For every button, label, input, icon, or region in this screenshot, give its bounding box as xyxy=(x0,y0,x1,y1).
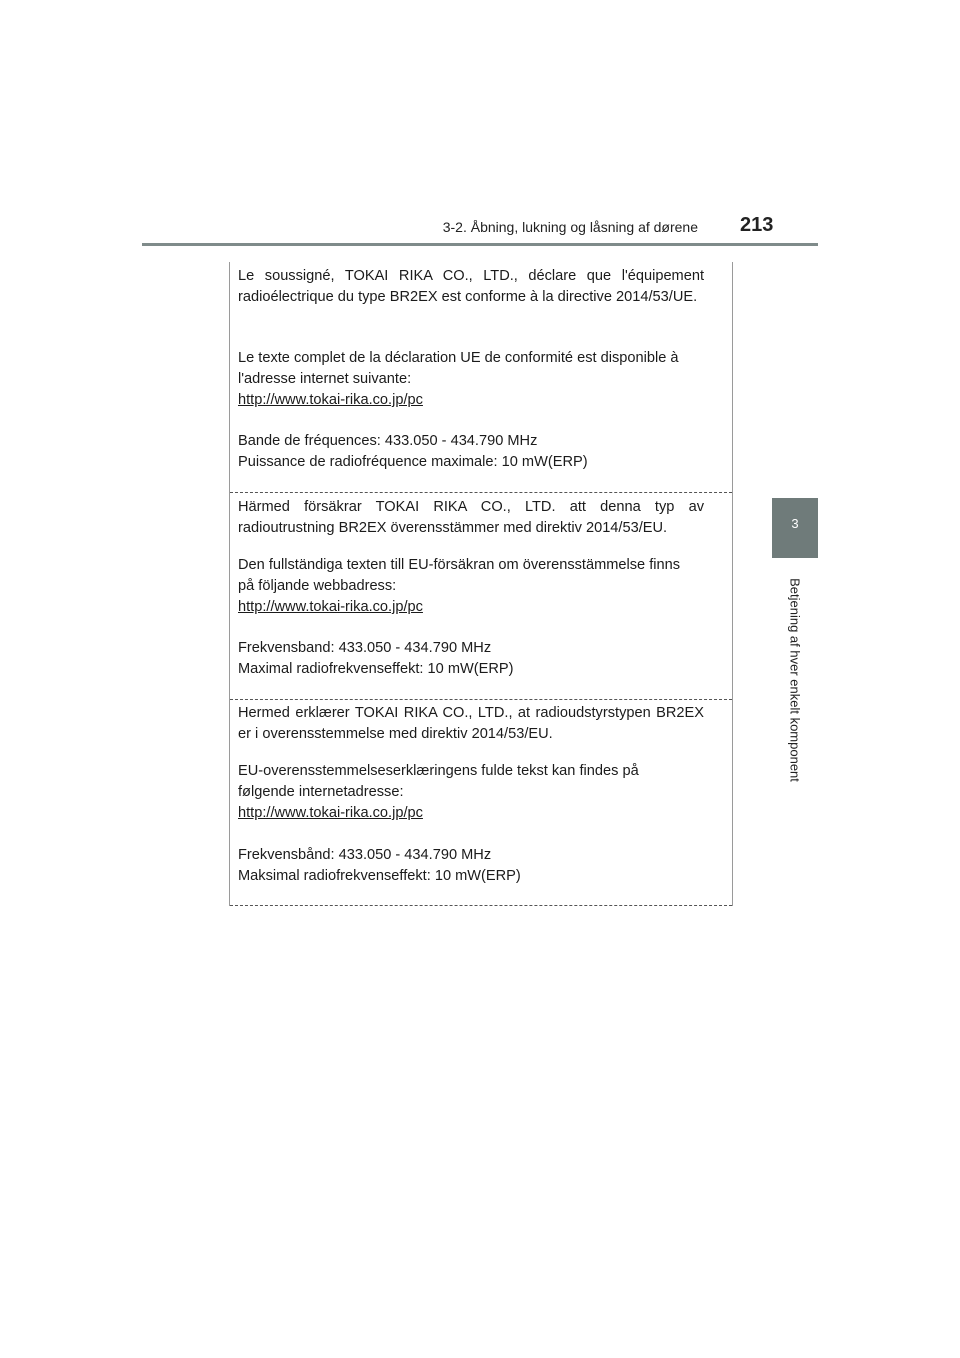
max-power: Maksimal radiofrekvenseffekt: 10 mW(ERP) xyxy=(238,868,521,884)
declaration-text: Hermed erklærer TOKAI RIKA CO., LTD., at radioudstyrstypen BR2EX er i overensstemmelse med direktiv 2014/53/EU. xyxy=(238,705,704,742)
declaration-url-link[interactable]: http://www.tokai-rika.co.jp/pc xyxy=(238,805,423,821)
header-rule xyxy=(142,243,818,246)
full-text-line: på följande webbadress: xyxy=(238,578,397,594)
declaration-url-link[interactable]: http://www.tokai-rika.co.jp/pc xyxy=(238,599,423,615)
section-title: 3-2. Åbning, lukning og låsning af dørene xyxy=(442,219,698,235)
full-text-line: l'adresse internet suivante: xyxy=(238,371,412,387)
frequency-band: Bande de fréquences: 433.050 - 434.790 MHz xyxy=(238,433,538,449)
chapter-title: Betjening af hver enkelt komponent xyxy=(787,578,803,782)
declaration-text: Le soussigné, TOKAI RIKA CO., LTD., déclare que l'équipement radioélectrique du type BR2EX est conforme à la directive 2014/53/UE. xyxy=(238,268,704,305)
notice-swedish xyxy=(230,492,732,700)
declaration-text: Härmed försäkrar TOKAI RIKA CO., LTD. att denna typ av radioutrustning BR2EX överensstämmer med direktiv 2014/53/EU. xyxy=(238,499,704,536)
chapter-number: 3 xyxy=(791,516,799,531)
full-text-line: følgende internetadresse: xyxy=(238,784,404,800)
frequency-band: Frekvensband: 433.050 - 434.790 MHz xyxy=(238,640,492,656)
declaration-box xyxy=(229,262,733,906)
max-power: Maximal radiofrekvenseffekt: 10 mW(ERP) xyxy=(238,661,514,677)
notice-french xyxy=(230,262,732,493)
chapter-tab[interactable] xyxy=(772,498,818,558)
full-text-line: Den fullständiga texten till EU-försäkran om överensstämmelse finns xyxy=(238,557,681,573)
page-header xyxy=(0,0,960,250)
max-power: Puissance de radiofréquence maximale: 10 mW(ERP) xyxy=(238,454,588,470)
frequency-band: Frekvensbånd: 433.050 - 434.790 MHz xyxy=(238,847,492,863)
full-text-line: EU-overensstemmelseserklæringens fulde tekst kan findes på xyxy=(238,763,639,779)
notice-danish xyxy=(230,699,732,906)
full-text-line: Le texte complet de la déclaration UE de conformité est disponible à xyxy=(238,350,679,366)
declaration-url-link[interactable]: http://www.tokai-rika.co.jp/pc xyxy=(238,392,423,408)
page-number: 213 xyxy=(740,214,774,236)
